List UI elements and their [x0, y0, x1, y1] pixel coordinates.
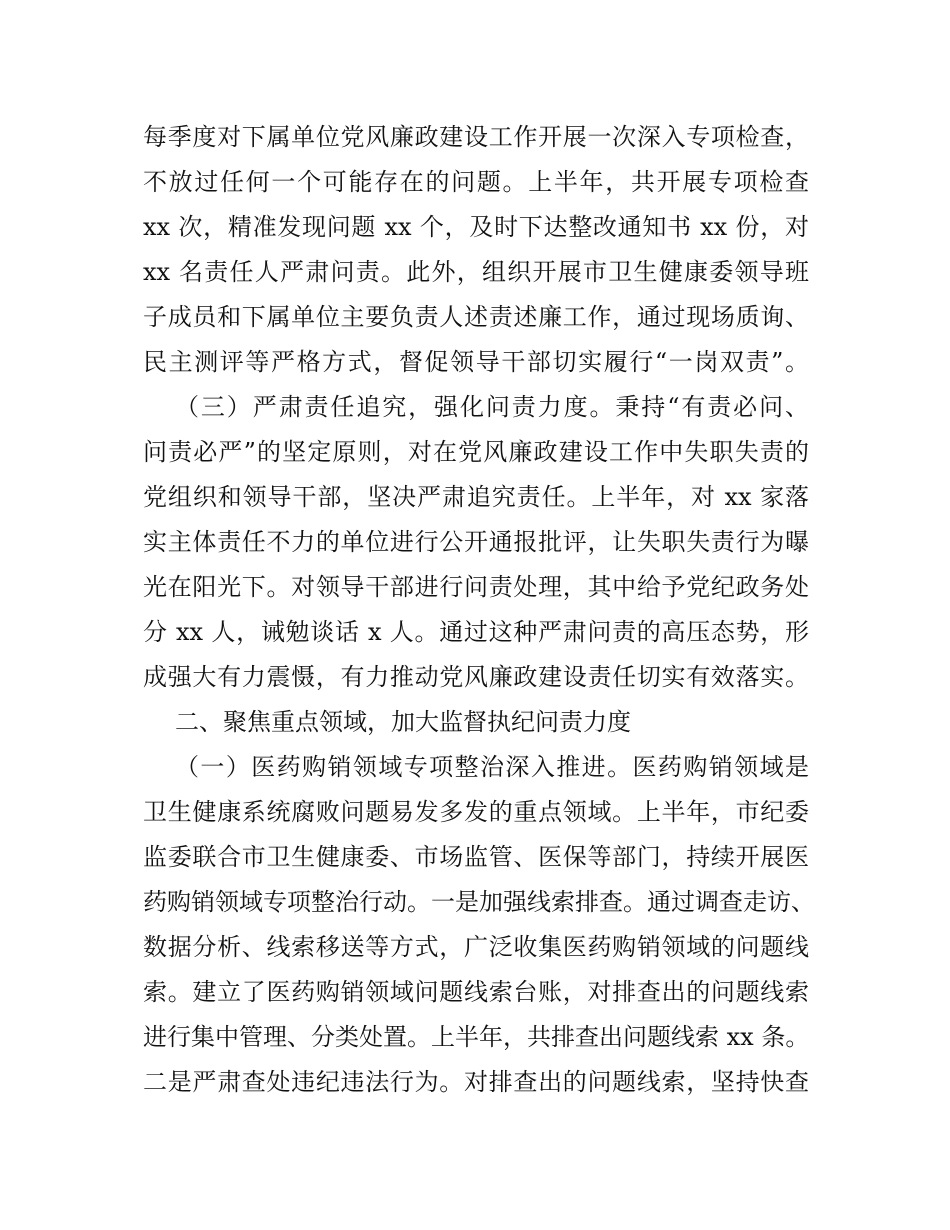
text-line: 民主测评等严格方式，督促领导干部切实履行“一岗双责”。	[143, 348, 809, 376]
text-line: 党组织和领导干部，坚决严肃追究责任。上半年，对 xx 家落	[143, 483, 809, 511]
text-line: 光在阳光下。对领导干部进行问责处理，其中给予党纪政务处	[143, 573, 809, 601]
text-line: 分 xx 人，诫勉谈话 x 人。通过这种严肃问责的高压态势，形	[143, 618, 809, 646]
text-line: 进行集中管理、分类处置。上半年，共排查出问题线索 xx 条。	[143, 1023, 810, 1051]
text-line: 数据分析、线索移送等方式，广泛收集医药购销领域的问题线	[143, 933, 809, 961]
text-line: 卫生健康系统腐败问题易发多发的重点领域。上半年，市纪委	[143, 798, 809, 826]
section-heading: 二、聚焦重点领域，加大监督执纪问责力度	[175, 708, 631, 736]
text-line: 二是严肃查处违纪违法行为。对排查出的问题线索，坚持快查	[143, 1068, 809, 1096]
text-line: 索。建立了医药购销领域问题线索台账，对排查出的问题线索	[143, 978, 809, 1006]
text-line: 问责必严”的坚定原则，对在党风廉政建设工作中失职失责的	[143, 438, 809, 466]
text-line: 成强大有力震慑，有力推动党风廉政建设责任切实有效落实。	[143, 663, 809, 691]
subsection-heading-line: （一）医药购销领域专项整治深入推进。医药购销领域是	[175, 753, 809, 781]
text-line: 药购销领域专项整治行动。一是加强线索排查。通过调查走访、	[143, 888, 815, 916]
text-line: xx 次，精准发现问题 xx 个，及时下达整改通知书 xx 份，对	[143, 213, 809, 241]
text-line: 子成员和下属单位主要负责人述责述廉工作，通过现场质询、	[143, 303, 809, 331]
text-line: 每季度对下属单位党风廉政建设工作开展一次深入专项检查，	[143, 123, 809, 151]
subsection-heading-line: （三）严肃责任追究，强化问责力度。秉持“有责必问、	[175, 393, 809, 421]
text-line: xx 名责任人严肃问责。此外，组织开展市卫生健康委领导班	[143, 258, 809, 286]
text-line: 不放过任何一个可能存在的问题。上半年，共开展专项检查	[143, 168, 809, 196]
text-line: 监委联合市卫生健康委、市场监管、医保等部门，持续开展医	[143, 843, 809, 871]
body-text	[143, 115, 815, 1105]
text-line: 实主体责任不力的单位进行公开通报批评，让失职失责行为曝	[143, 528, 809, 556]
